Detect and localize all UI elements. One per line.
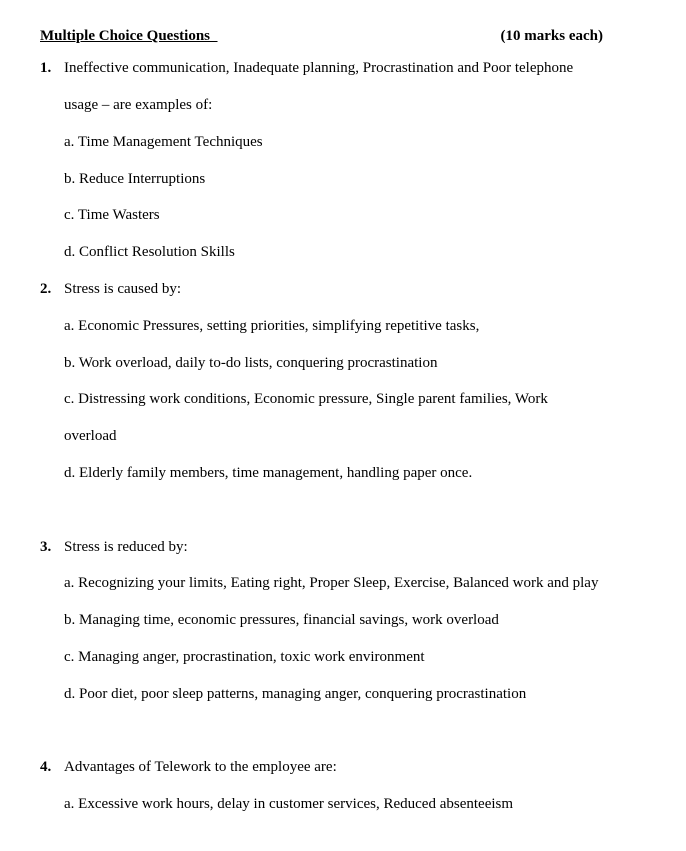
option-d: d. Elderly family members, time management, handling paper once. [64,465,473,481]
header [40,27,603,45]
option-a: a. Time Management Techniques [64,134,263,150]
question-number: 3. [40,539,52,555]
question-stem: Stress is caused by: [64,281,182,297]
question-stem: Ineffective communication, Inadequate planning, Procrastination and Poor telephone [64,60,574,76]
option-c: overload [64,428,117,444]
question-number: 1. [40,60,52,76]
option-b: b. Managing time, economic pressures, financial savings, work overload [64,612,499,628]
question-number: 2. [40,281,52,297]
option-d: d. Conflict Resolution Skills [64,244,235,260]
option-b: b. Work overload, daily to-do lists, conquering procrastination [64,355,438,371]
option-b: b. Reduce Interruptions [64,171,206,187]
option-a: a. Excessive work hours, delay in customer services, Reduced absenteeism [64,796,514,812]
marks-note: (10 marks each) [500,28,603,44]
question-stem: Advantages of Telework to the employee are: [64,759,337,775]
option-c: c. Time Wasters [64,207,160,223]
option-a: a. Economic Pressures, setting priorities, simplifying repetitive tasks, [64,318,480,334]
option-c: c. Distressing work conditions, Economic pressure, Single parent families, Work [64,391,548,407]
option-d: d. Poor diet, poor sleep patterns, managing anger, conquering procrastination [64,686,527,702]
question-number: 4. [40,759,52,775]
question-stem: Stress is reduced by: [64,539,188,555]
question-stem: usage – are examples of: [64,97,213,113]
section-title: Multiple Choice Questions [40,28,218,44]
option-c: c. Managing anger, procrastination, toxic work environment [64,649,425,665]
option-a: a. Recognizing your limits, Eating right, Proper Sleep, Exercise, Balanced work and play [64,575,599,591]
